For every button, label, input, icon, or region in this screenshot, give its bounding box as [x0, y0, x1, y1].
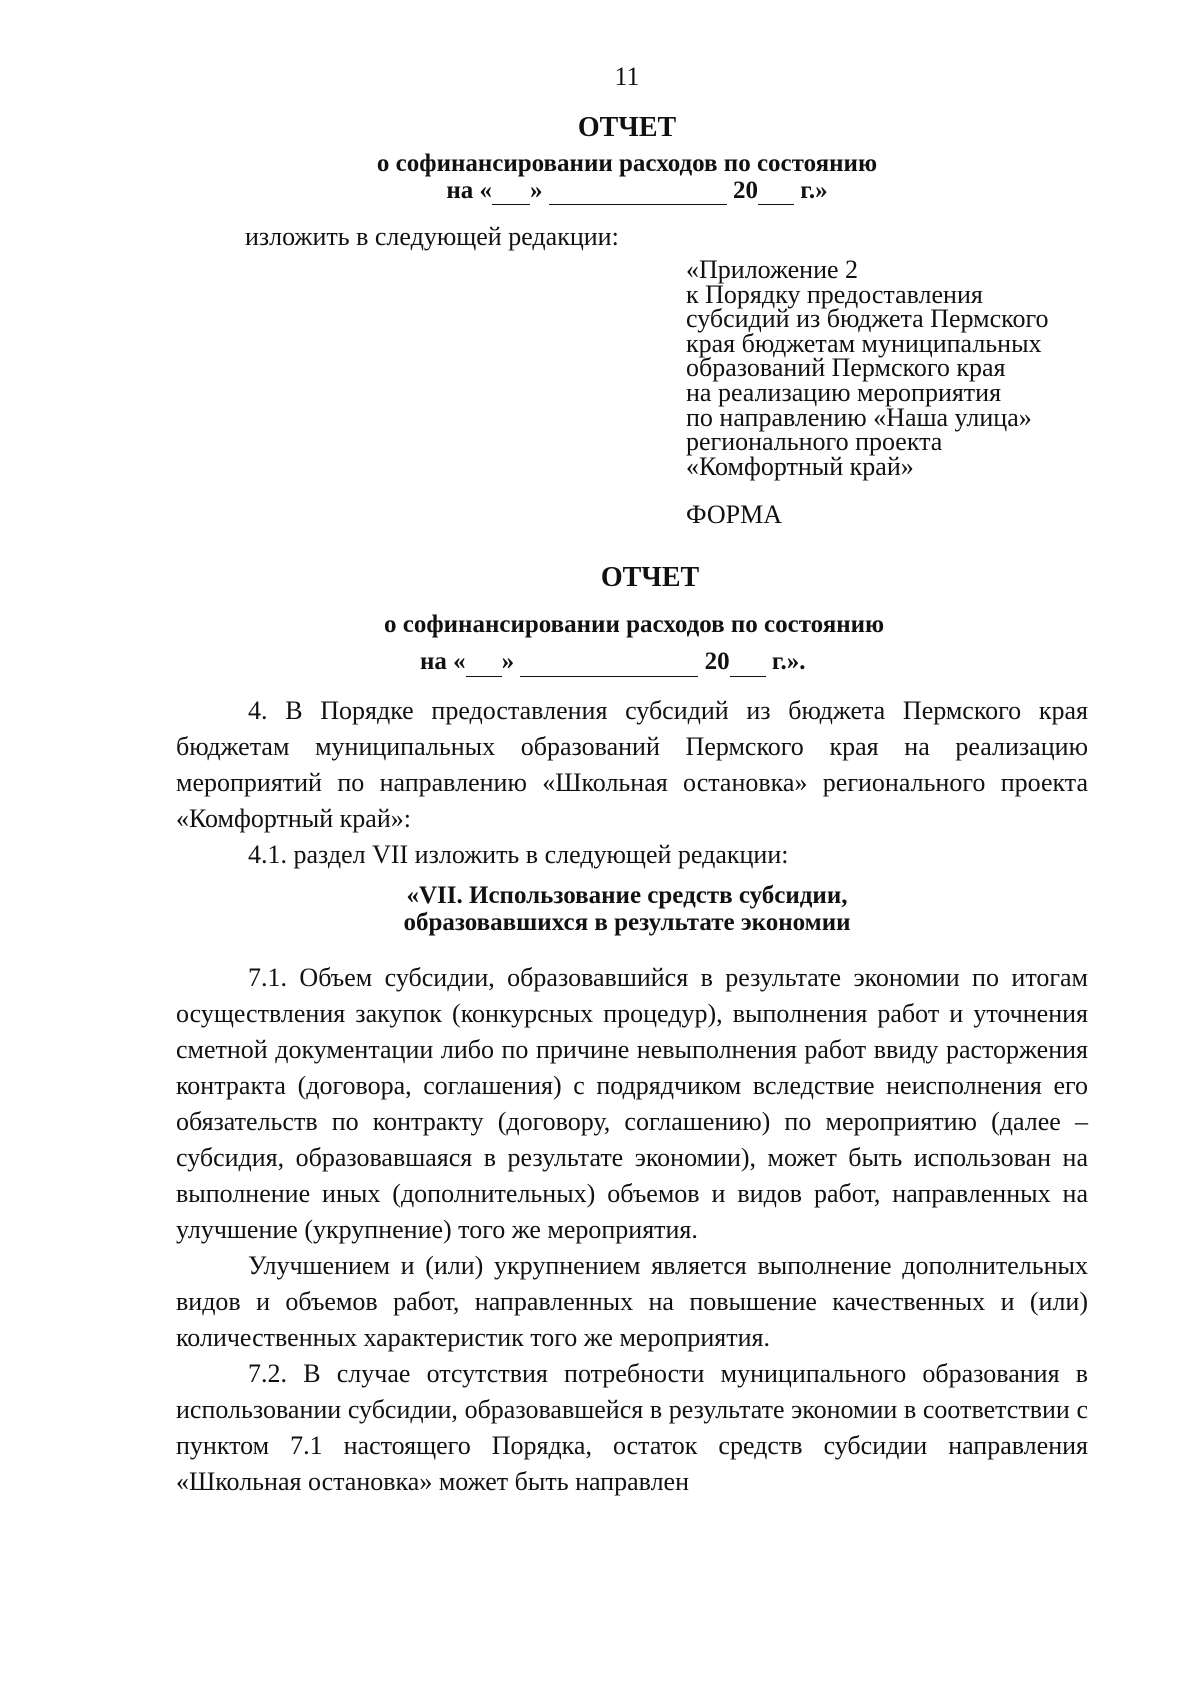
year-blank [758, 177, 794, 205]
appendix-line: «Приложение 2 [686, 255, 859, 284]
report-title-top: ОТЧЕТ [577, 112, 677, 143]
report-subtitle-top [0, 150, 1200, 205]
day-blank [492, 177, 530, 205]
paragraph-4-1: 4.1. раздел VII изложить в следующей редакции: [248, 840, 789, 869]
paragraph-7-1: 7.1. Объем субсидии, образовавшийся в результате экономии по итогам осуществления закупок (конкурсных процедур), выполнения работ и уточнения сметной документации либо по причине невыполнения работ ввиду расторжения контракта (договора, соглашения) с подрядчиком вследствие неисполнения его обязательств по контракту (договору, соглашению) по мероприятию (далее – субсидия, образовавшаяся в результате экономии), может быть использован на выполнение иных (дополнительных) объемов и видов работ, направленных на улучшение (укрупнение) того же мероприятия. [176, 963, 1088, 1244]
section-heading-line1: «VII. Использование средств субсидии, [406, 882, 848, 909]
year-blank [730, 648, 766, 677]
appendix-line: на реализацию мероприятия [686, 377, 1002, 407]
form-label: ФОРМА [686, 500, 782, 529]
date-suffix: г.». [765, 648, 806, 675]
year-prefix: 20 [698, 648, 730, 675]
report-subtitle-form-line2 [420, 648, 805, 677]
paragraph-7-2: 7.2. В случае отсутствия потребности муниципального образования в использовании субсидии, образовавшейся в результате экономии в соответствии с пунктом 7.1 настоящего Порядка, остаток средств субсидии направления «Школьная остановка» может быть направлен [176, 1359, 1088, 1496]
report-title-form: ОТЧЕТ [600, 562, 700, 593]
report-subtitle-form-line1: о софинансировании расходов по состоянию [384, 611, 885, 638]
report-subtitle-top-line1: о софинансировании расходов по состоянию [376, 150, 878, 177]
appendix-line: «Комфортный край» [686, 451, 914, 481]
section-heading [0, 882, 1200, 936]
date-prefix: на « [420, 648, 466, 675]
page-number: 11 [614, 62, 640, 91]
body-lower [176, 960, 1088, 1500]
date-mid: » [501, 648, 521, 675]
paragraph-improvement: Улучшением и (или) укрупнением является выполнение дополнительных видов и объемов работ, направленных на повышение качественных и (или) количественных характеристик того же мероприятия. [176, 1251, 1088, 1352]
body-upper [176, 693, 1088, 873]
paragraph-4: 4. В Порядке предоставления субсидий из бюджета Пермского края бюджетам муниципальных образований Пермского края на реализацию мероприятий по направлению «Школьная остановка» регионального проекта «Комфортный край»: [176, 696, 1088, 833]
appendix-line: субсидий из бюджета Пермского [686, 304, 1049, 334]
day-blank [466, 648, 502, 677]
month-blank [549, 177, 727, 205]
appendix-line: края бюджетам муниципальных [686, 328, 1042, 358]
appendix-line: по направлению «Наша улица» [686, 402, 1032, 432]
date-prefix: на « [446, 177, 493, 204]
appendix-line: образований Пермского края [686, 353, 1006, 383]
month-blank [520, 648, 698, 677]
report-subtitle-top-line2 [0, 177, 1200, 205]
date-mid: » [530, 177, 549, 204]
date-suffix: г.» [794, 177, 828, 204]
section-heading-line2: образовавшихся в результате экономии [403, 909, 851, 936]
appendix-line: к Порядку предоставления [686, 279, 983, 309]
appendix-block [686, 255, 1126, 481]
lead-text: изложить в следующей редакции: [245, 222, 619, 251]
year-prefix: 20 [726, 177, 759, 204]
appendix-line: регионального проекта [686, 427, 943, 457]
